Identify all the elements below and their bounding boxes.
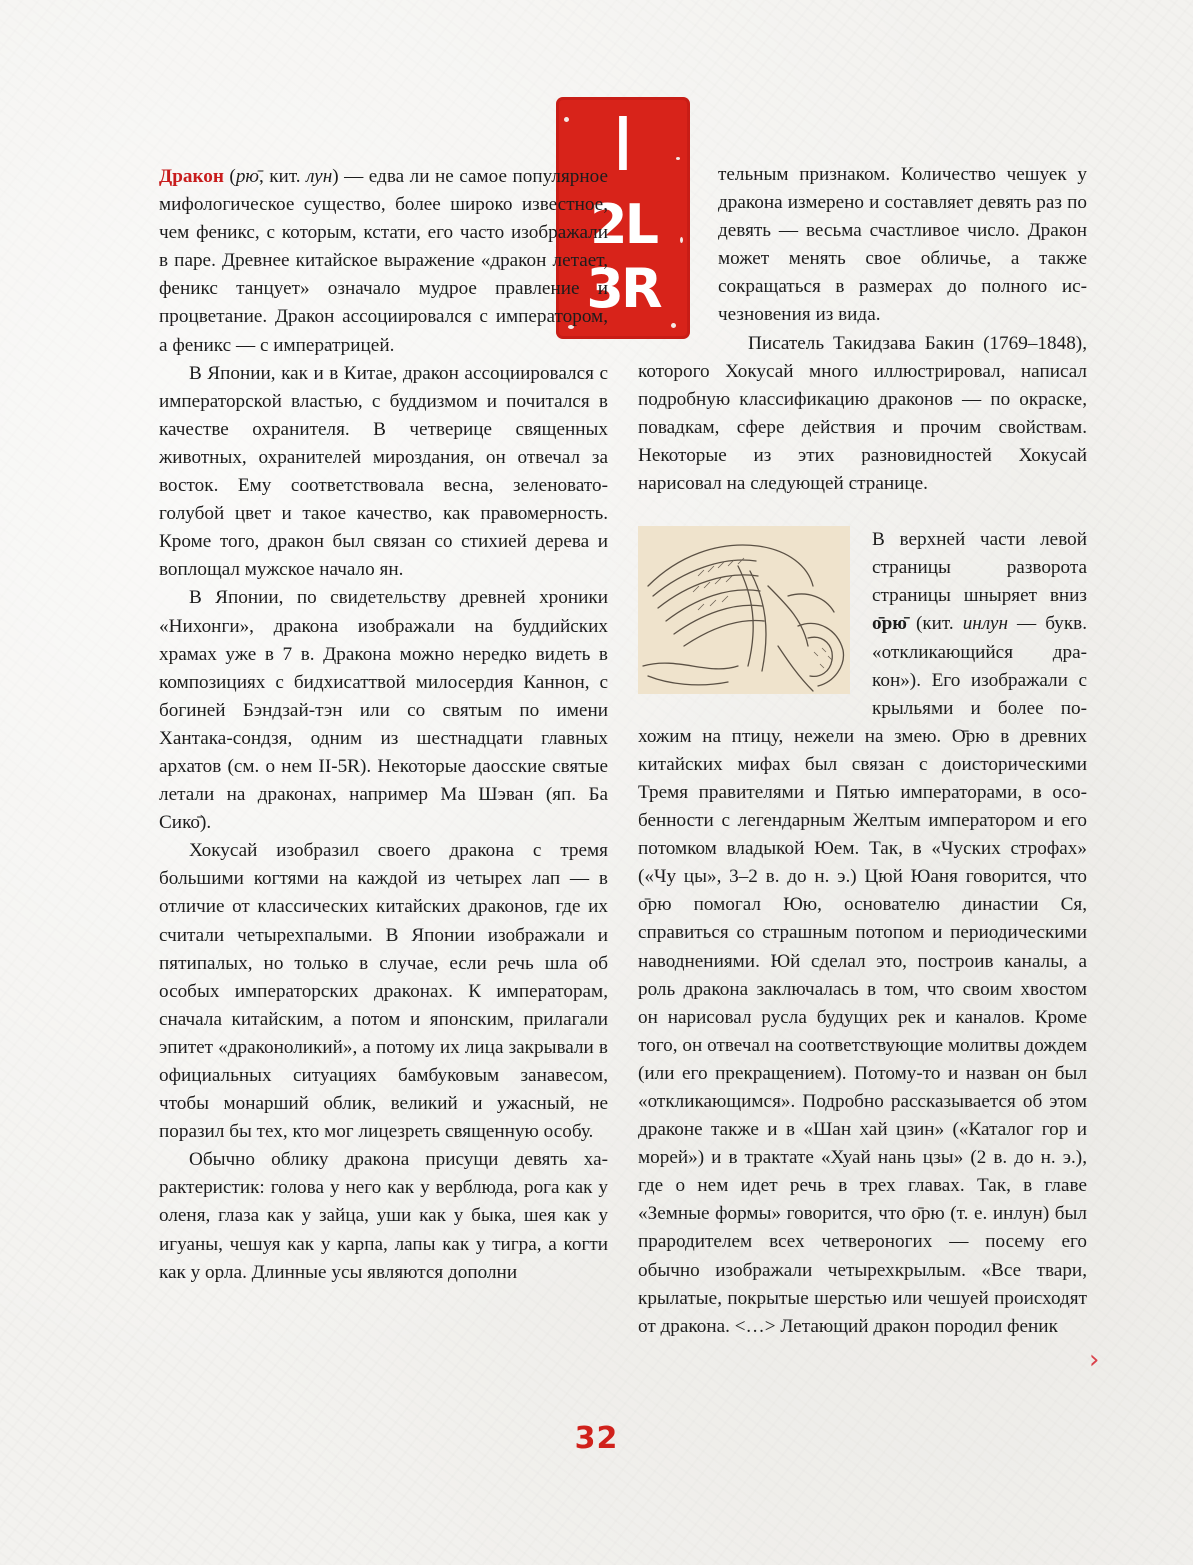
page-number: 32 — [574, 1421, 619, 1456]
paragraph-intro — [159, 163, 608, 360]
seal-line-2: 2L — [590, 193, 656, 256]
paragraph: Обычно облику дракона присущи девять характеристик: голова у него как у верблюда, рога как у оленя, глаза как у зайца, уши как у быка, шея как у игуаны, чешуя как у карпа, лапы как у тигра, а когти как у орла. Длинные усы являются дополни — [159, 1149, 608, 1283]
seal-wrap-space — [638, 161, 718, 336]
right-text-column — [638, 161, 1087, 1341]
paragraph: В Японии, по свидетельству древней хроники «Нихонги», дракона изображали на буддийских храмах уже в 7 в. Дракона можно нередко видеть в композициях с бидхисаттвой милосердия Каннон, с богиней Бэндзай-тэн или со святым по имени Хантака-сондзя, одним из шестнадцати главных архатов (см. о нем II-5R). Некоторые даосские святые летали на драконах, например Ма Шэван (яп. Ба Сико̄). — [159, 587, 608, 834]
intro-text: (рю̄, кит. лун) — едва ли не самое популярное мифологическое существо, более широко известное, чем феникс, с которым, кстати, его часто изображали в паре. Древнее китайское выражение «дракон летает, феникс танцует» означало мудрое правление и процветание. Дракон ассоциировался с императором, а феникс — с императрицей. — [159, 166, 608, 356]
winged-dragon-illustration-icon — [638, 526, 850, 694]
paragraph: тельным признаком. Количество чешуек у дракона измерено и составляет девять раз по девять — весьма счастливое число. Дракон может менять свое обличье, а также сокращаться в размерах до полного исчезновения из вида. — [718, 164, 1087, 326]
seal-line-3: 3R — [586, 257, 660, 320]
paragraph: Хокусай изобразил своего дракона с тремя большими когтями на каждой из четырех лап — в отличие от классических китайских драконов, где их считали четырехпалыми. В Японии изображали и пятипалых, но только в случае, если речь шла об особых императорских драконах. К императорам, сначала китайским, а потом и японским, прилагали эпитет «драконоликий», а потому их лица закрывали в официальных ситуациях бамбуковым занавесом, чтобы монарший облик, великий и ужасный, не поразил бы тех, кто мог лицезреть священную особу. — [159, 840, 608, 1143]
continue-arrow-icon: › — [1089, 1345, 1100, 1375]
paragraph: В Японии, как и в Китае, дракон ассоциировался с императорской властью, с буддизмом и почитался в качестве охранителя. В четверице священных животных, охранителей мироздания, он отвечал за восток. Ему соответствовала весна, зеленовато-голубой цвет и такое качество, как правомерность. Кроме того, дракон был связан со стихией дерева и воплощал мужское начало ян. — [159, 362, 608, 581]
left-text-column — [159, 163, 608, 1287]
lead-term: Дракон — [159, 166, 224, 187]
paragraph: Писатель Такидзава Бакин (1769–1848), которого Хокусай много иллюстрировал, написал подробную классификацию драконов — по окраске, повадкам, сфере действия и прочим свойствам. Некоторые из этих разновидностей Хокусай нарисовал на следующей странице. — [638, 332, 1087, 495]
seal-line-1: I — [615, 102, 631, 188]
paragraph-gap — [638, 498, 1087, 526]
paragraph-with-figure: В верхней части левой страницы разворота страницы шныряет вниз о̄рю̄ (кит. инлун — букв. «откликающийся дракон»). Его изображали с крыльями и более похожим на птицу, нежели на змею. О̄рю в древних китайских мифах был связан с доисторическими Тремя правителями и Пятью императорами, в особенности с легендарным Желтым императором и его потомком владыкой Юем. Так, в «Чуских строфах» («Чу цы», 3–2 в. до н. э.) Цюй Юаня говорится, что о̄рю помогал Юю, основателю династии Ся, справиться со страшным потопом и периодическими наводнениями. Юй сделал это, построив каналы, а роль дракона заключалась в том, что своим хвостом он нарисовал русла будущих рек и каналов. Кроме того, он отвечал на соответствующие молитвы дождем (или его прекращением). Потому-то и назван он был «откликающимся». Подробно рассказывается об этом драконе также и в «Шан хай цзин» («Каталог гор и морей») и в трактате «Хуай нань цзы» (2 в. до н. э.), где о нем идет речь в трех главах. Так, в главе «Земные формы» говорится, что о̄рю (т. е. инлун) был прародителем всех четвероногих — посему его обычно изображали четырехкрылым. «Все твари, крылатые, покрытые шерстью или чешуей происходят от дракона. <…> Летающий дракон породил феник — [638, 529, 1087, 1337]
